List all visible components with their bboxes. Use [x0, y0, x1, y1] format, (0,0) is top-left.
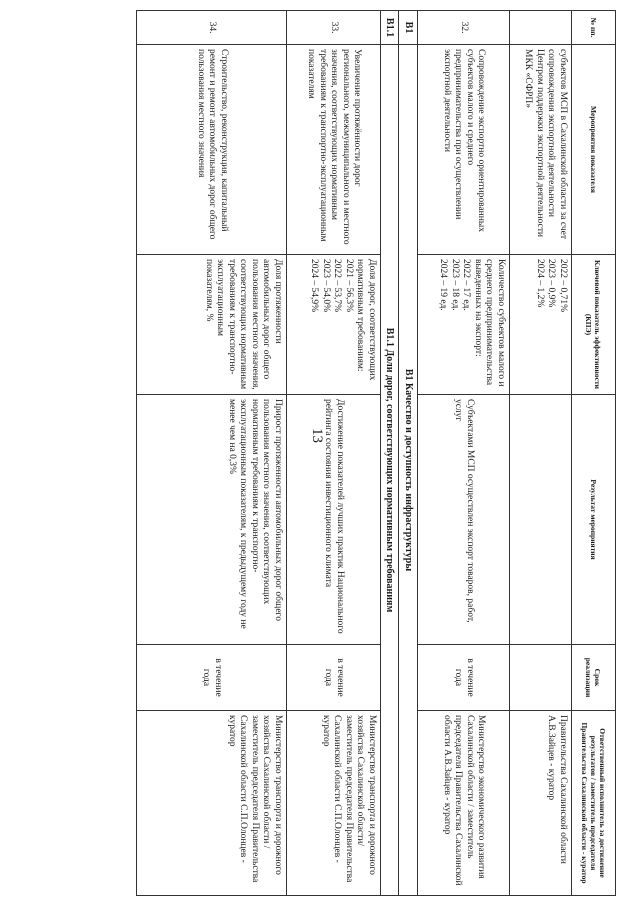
row-term: в течение года: [418, 645, 510, 711]
row-term: в течение года: [137, 645, 287, 711]
kpi-line: 2022 – 0,71%: [558, 259, 568, 313]
row-num: [510, 11, 572, 45]
measures-table: [136, 10, 616, 896]
header-num: № пп.: [572, 11, 616, 45]
kpi-line: Доля протяженности автомобильных дорог общего пользования местного значения, соответствующих нормативным требованиям к транспортно-эксплуатационным показателям, %: [204, 259, 283, 390]
section-row-b11: [381, 11, 400, 896]
table-row: [418, 11, 510, 896]
row-responsible: Министерство экономического развития Сахалинской области / заместитель председателя Правительства Сахалинской области А.В.Зайцев - куратор: [418, 711, 510, 896]
kpi-line: 2022 – 17 ед.: [461, 259, 472, 311]
row-num: 33.: [287, 11, 381, 45]
row-responsible: Правительства Сахалинской области А.В.Зайцев - куратор: [510, 711, 572, 896]
header-event: Мероприятия показателя: [572, 45, 616, 255]
section-code: В1: [399, 11, 418, 45]
row-event: Увеличение протяжённости дорог регионального, межмуниципального и местного значения, соответствующих нормативным требованиям к транспортно-эксплуатационным показателям: [287, 45, 381, 255]
row-kpi: [418, 255, 510, 395]
section-title: В1.1 Доли дорог, соответствующих нормативным требованиям: [381, 45, 400, 896]
row-result: [510, 395, 572, 645]
table-row: [510, 11, 572, 896]
kpi-line: Количество субъектов малого и среднего предпринимательства выведенных на экспорт:: [473, 259, 506, 387]
kpi-line: 2022 – 53,7%: [332, 259, 343, 313]
page-number: 13: [309, 428, 325, 443]
row-kpi: [510, 255, 572, 395]
header-responsible: Ответственный исполнитель за достижение результатов / заместитель председателя Правительства Сахалинской области - куратор: [572, 711, 616, 896]
kpi-line: 2023 – 0,9%: [546, 259, 557, 308]
row-num: 34.: [137, 11, 287, 45]
row-event: Сопровождение экспортно ориентированных субъектов малого и среднего предпринимательства при осуществлении экспортной деятельности: [418, 45, 510, 255]
row-event: субъектов МСП в Сахалинской области за счет сопровождения экспортной деятельности Центром поддержки экспортной деятельности МКК «СФРП»: [510, 45, 572, 255]
row-term: в течение года: [287, 645, 381, 711]
row-kpi: [287, 255, 381, 395]
header-kpi: Ключевой показатель эффективности (КПЭ): [572, 255, 616, 395]
section-row-b1: [399, 11, 418, 896]
kpi-line: 2024 – 19 ед.: [438, 259, 449, 311]
kpi-line: 2024 – 1,2%: [535, 259, 545, 308]
kpi-line: 2021 – 56,3%: [344, 259, 354, 313]
kpi-line: Доля дорог, соответствующих нормативным требованиям:: [355, 259, 377, 381]
table-row: [287, 11, 381, 896]
row-result: Субъектами МСП осуществлен экспорт товаров, работ, услуг: [418, 395, 510, 645]
row-term: [510, 645, 572, 711]
kpi-line: 2024 – 54,9%: [309, 259, 320, 313]
kpi-line: 2023 – 54,0%: [321, 259, 331, 313]
row-result: Прирост протяженности автомобильных дорог общего пользования местного значения, соответствующих нормативным требованиям к транспортно-эксплуатационным показателям, к предыдущему году не менее чем на 0,3%: [137, 395, 287, 645]
row-responsible: Министерство транспорта и дорожного хозяйства Сахалинской области / заместитель председателя Правительства Сахалинской области С.П.Олонцев - куратор: [137, 711, 287, 896]
header-term: Срок реализации: [572, 645, 616, 711]
row-num: 32.: [418, 11, 510, 45]
header-row: [572, 11, 616, 896]
section-code: В1.1: [381, 11, 400, 45]
document-table-sheet: [126, 10, 616, 895]
row-kpi: [137, 255, 287, 395]
header-result: Результат мероприятия: [572, 395, 616, 645]
row-event: Строительство, реконструкция, капитальный ремонт и ремонт автомобильных дорог общего пользования местного значения: [137, 45, 287, 255]
table-row: [137, 11, 287, 896]
section-title: В1 Качество и доступность инфраструктуры: [399, 45, 418, 896]
row-responsible: Министерство транспорта и дорожного хозяйства Сахалинской области/заместитель председателя Правительства Сахалинской области С.П.Олонцев - куратор: [287, 711, 381, 896]
kpi-line: 2023 – 18 ед.: [450, 259, 460, 311]
row-result: Достижение показателей лучших практик Национального рейтинга состояния инвестиционного климата: [287, 395, 381, 645]
